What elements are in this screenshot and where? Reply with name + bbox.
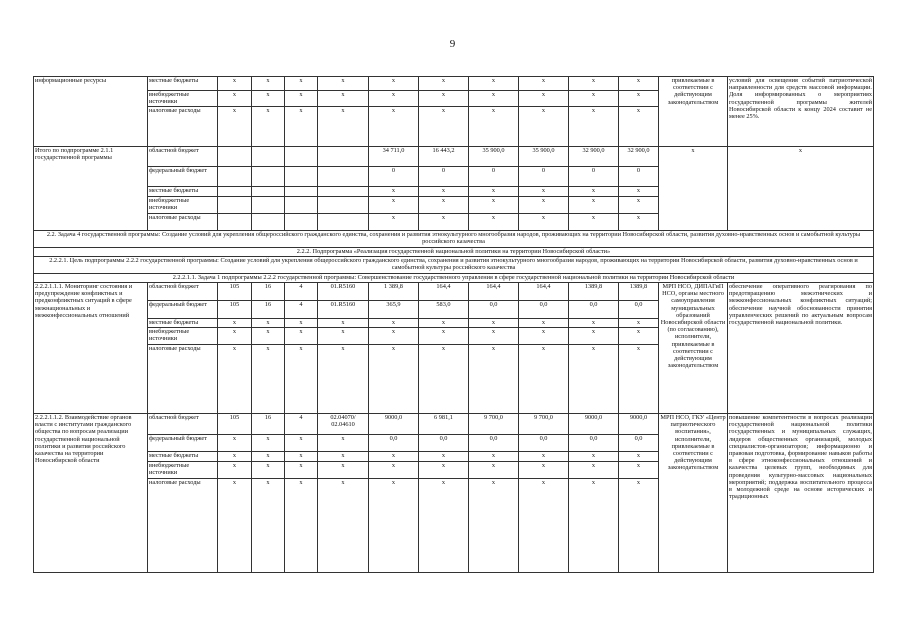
- value-cell: 0: [469, 167, 519, 187]
- value-cell: 4: [285, 283, 318, 301]
- value-cell: [218, 197, 252, 214]
- value-cell: 9 700,0: [469, 414, 519, 435]
- value-cell: 0,0: [569, 301, 619, 319]
- value-cell: x: [318, 345, 369, 414]
- value-cell: x: [519, 187, 569, 197]
- value-cell: [318, 214, 369, 231]
- value-cell: x: [252, 107, 285, 147]
- value-cell: x: [469, 91, 519, 107]
- funding-source: налоговые расходы: [148, 107, 218, 147]
- measure-name: 2.2.2.1.1.1. Мониторинг состояния и предупреждение конфликтных и предконфликтных ситуаций в сфере межнациональных и межконфессиональных отношений: [34, 283, 148, 414]
- value-cell: 4: [285, 414, 318, 435]
- value-cell: x: [369, 107, 419, 147]
- value-cell: x: [619, 328, 659, 345]
- value-cell: [318, 197, 369, 214]
- value-cell: 6 981,1: [419, 414, 469, 435]
- value-cell: x: [519, 91, 569, 107]
- value-cell: x: [369, 197, 419, 214]
- value-cell: [252, 167, 285, 187]
- funding-source: внебюджетные источники: [148, 328, 218, 345]
- value-cell: x: [619, 479, 659, 573]
- value-cell: x: [469, 214, 519, 231]
- value-cell: [252, 147, 285, 167]
- value-cell: [285, 187, 318, 197]
- value-cell: x: [218, 435, 252, 452]
- value-cell: x: [569, 479, 619, 573]
- value-cell: 0,0: [619, 301, 659, 319]
- value-cell: x: [519, 328, 569, 345]
- page-number: 9: [449, 38, 456, 50]
- value-cell: x: [285, 107, 318, 147]
- value-cell: x: [569, 462, 619, 479]
- value-cell: 365,9: [369, 301, 419, 319]
- value-cell: [318, 167, 369, 187]
- value-cell: 9000,0: [619, 414, 659, 435]
- value-cell: 0,0: [519, 301, 569, 319]
- measure-name: Итого по подпрограмме 2.1.1 государственной программы: [34, 147, 148, 231]
- section-header: 2.2.2.1. Цель подпрограммы 2.2.2 государственной программы: Создание условий для укрепления общероссийского гражданского единства, сохранения и развития этнокультурного многообразия народов, проживающих на территории Новосибирской области, развития духовно-нравственных основ и самобытной культуры российского казачества: [34, 257, 874, 274]
- value-cell: x: [519, 452, 569, 462]
- funding-source: областной бюджет: [148, 414, 218, 435]
- value-cell: x: [619, 345, 659, 414]
- value-cell: x: [619, 91, 659, 107]
- value-cell: 16: [252, 301, 285, 319]
- section-header: 2.2.2.1.1. Задача 1 подпрограммы 2.2.2 государственной программы: Совершенствование государственного управления в сфере государственной национальной политики на территории Новосибирской области: [34, 274, 874, 283]
- value-cell: [218, 187, 252, 197]
- value-cell: 35 900,0: [469, 147, 519, 167]
- value-cell: x: [218, 328, 252, 345]
- value-cell: x: [469, 479, 519, 573]
- table-row: [34, 77, 874, 91]
- measure-name: информационные ресурсы: [34, 77, 148, 147]
- value-cell: [218, 214, 252, 231]
- executor-cell: МРП НСО, ДИПАГиП НСО, органы местного самоуправления муниципальных образований Новосибирской области (по согласованию), исполнители, привлекаемые в соответствии с действующим законодательством: [659, 283, 728, 414]
- funding-source: налоговые расходы: [148, 479, 218, 573]
- value-cell: x: [285, 452, 318, 462]
- value-cell: x: [285, 77, 318, 91]
- value-cell: x: [469, 319, 519, 328]
- value-cell: x: [519, 214, 569, 231]
- value-cell: x: [419, 197, 469, 214]
- value-cell: x: [619, 214, 659, 231]
- value-cell: x: [369, 479, 419, 573]
- executor-cell: x: [659, 147, 728, 231]
- value-cell: x: [569, 77, 619, 91]
- value-cell: x: [419, 187, 469, 197]
- value-cell: 0,0: [469, 301, 519, 319]
- value-cell: x: [619, 452, 659, 462]
- value-cell: x: [369, 328, 419, 345]
- value-cell: x: [252, 77, 285, 91]
- value-cell: 35 900,0: [519, 147, 569, 167]
- value-cell: x: [252, 328, 285, 345]
- value-cell: 1389,8: [619, 283, 659, 301]
- value-cell: x: [519, 197, 569, 214]
- value-cell: x: [318, 435, 369, 452]
- value-cell: x: [419, 462, 469, 479]
- value-cell: 1389,8: [569, 283, 619, 301]
- value-cell: [318, 147, 369, 167]
- value-cell: 9000,0: [369, 414, 419, 435]
- executor-cell: МРП НСО, ГКУ «Центр патриотического воспитания», исполнители, привлекаемые в соответствии с действующим законодательством: [659, 414, 728, 573]
- value-cell: x: [519, 479, 569, 573]
- section-header: 2.2. Задача 4 государственной программы: Создание условий для укрепления общероссийского гражданского единства, сохранения и развития этнокультурного многообразия народов, проживающих на территории Новосибирской области, развития духовно-нравственных основ и самобытной культуры российского казачества: [34, 231, 874, 248]
- value-cell: x: [619, 107, 659, 147]
- funding-source: внебюджетные источники: [148, 462, 218, 479]
- value-cell: x: [619, 319, 659, 328]
- value-cell: 0,0: [369, 435, 419, 452]
- value-cell: x: [252, 91, 285, 107]
- value-cell: 0: [369, 167, 419, 187]
- value-cell: x: [419, 214, 469, 231]
- value-cell: x: [519, 462, 569, 479]
- value-cell: x: [419, 91, 469, 107]
- funding-source: областной бюджет: [148, 283, 218, 301]
- funding-source: местные бюджеты: [148, 452, 218, 462]
- value-cell: x: [369, 319, 419, 328]
- value-cell: 02.04070/ 02.04610: [318, 414, 369, 435]
- value-cell: x: [619, 77, 659, 91]
- value-cell: 164,4: [419, 283, 469, 301]
- value-cell: 105: [218, 283, 252, 301]
- value-cell: 164,4: [469, 283, 519, 301]
- value-cell: x: [519, 319, 569, 328]
- executor-cell: привлекаемые в соответствии с действующим законодательством: [659, 77, 728, 147]
- value-cell: x: [318, 462, 369, 479]
- value-cell: x: [285, 328, 318, 345]
- value-cell: x: [285, 435, 318, 452]
- funding-source: местные бюджеты: [148, 319, 218, 328]
- value-cell: x: [469, 197, 519, 214]
- value-cell: 9 700,0: [519, 414, 569, 435]
- funding-source: местные бюджеты: [148, 187, 218, 197]
- value-cell: x: [252, 479, 285, 573]
- value-cell: 4: [285, 301, 318, 319]
- value-cell: x: [569, 214, 619, 231]
- funding-source: внебюджетные источники: [148, 197, 218, 214]
- value-cell: 34 711,0: [369, 147, 419, 167]
- value-cell: x: [569, 91, 619, 107]
- value-cell: x: [569, 197, 619, 214]
- value-cell: x: [318, 479, 369, 573]
- value-cell: x: [285, 479, 318, 573]
- value-cell: [218, 167, 252, 187]
- funding-source: налоговые расходы: [148, 214, 218, 231]
- value-cell: x: [469, 77, 519, 91]
- value-cell: 9000,0: [569, 414, 619, 435]
- value-cell: x: [218, 91, 252, 107]
- value-cell: x: [569, 319, 619, 328]
- value-cell: x: [469, 345, 519, 414]
- value-cell: x: [419, 345, 469, 414]
- value-cell: x: [252, 319, 285, 328]
- funding-source: областной бюджет: [148, 147, 218, 167]
- value-cell: 32 900,0: [619, 147, 659, 167]
- value-cell: x: [619, 187, 659, 197]
- value-cell: x: [285, 462, 318, 479]
- value-cell: x: [569, 345, 619, 414]
- result-cell: условий для освещения событий патриотической направленности для средств массовой информации. Доля информированных о мероприятиях государственной программы жителей Новосибирской области к концу 2024 составит не менее 25%.: [728, 77, 874, 147]
- value-cell: x: [252, 345, 285, 414]
- value-cell: x: [218, 462, 252, 479]
- value-cell: 105: [218, 414, 252, 435]
- value-cell: 16: [252, 414, 285, 435]
- value-cell: x: [369, 214, 419, 231]
- value-cell: x: [469, 462, 519, 479]
- value-cell: x: [285, 319, 318, 328]
- value-cell: 0,0: [569, 435, 619, 452]
- value-cell: 0: [619, 167, 659, 187]
- value-cell: x: [218, 319, 252, 328]
- value-cell: [285, 147, 318, 167]
- value-cell: x: [318, 91, 369, 107]
- result-cell: повышение компетентности в вопросах реализации государственной национальной политики государственных и муниципальных служащих, лидеров общественных организаций, молодых специалистов-организаторов; информационно и правовая подготовка, формирование навыков работы в сфере этноконфессиональных отношений и казачества целевых групп, необходимых для проведения культурно-массовых национальных мероприятий; поддержка воспитательного процесса в молодежной среде на основе исторических и традиционных: [728, 414, 874, 573]
- section-header-row: [34, 274, 874, 283]
- value-cell: x: [252, 435, 285, 452]
- value-cell: x: [318, 77, 369, 91]
- value-cell: 0: [569, 167, 619, 187]
- value-cell: x: [419, 452, 469, 462]
- value-cell: 0,0: [469, 435, 519, 452]
- section-header-row: [34, 231, 874, 248]
- value-cell: x: [369, 91, 419, 107]
- value-cell: x: [318, 107, 369, 147]
- value-cell: 1 389,8: [369, 283, 419, 301]
- value-cell: x: [519, 107, 569, 147]
- value-cell: x: [469, 328, 519, 345]
- value-cell: x: [419, 319, 469, 328]
- value-cell: x: [218, 77, 252, 91]
- value-cell: x: [285, 345, 318, 414]
- value-cell: x: [419, 328, 469, 345]
- value-cell: x: [419, 107, 469, 147]
- section-header-row: [34, 248, 874, 257]
- section-header-row: [34, 257, 874, 274]
- value-cell: x: [619, 462, 659, 479]
- value-cell: [252, 197, 285, 214]
- funding-source: федеральный бюджет: [148, 301, 218, 319]
- value-cell: 0,0: [419, 435, 469, 452]
- table-row: [34, 283, 874, 301]
- value-cell: x: [569, 452, 619, 462]
- result-cell: обеспечение оперативного реагирования по предотвращению межэтнических и межконфессиональных конфликтных ситуаций; обеспечение научной обоснованности принятия управленческих решений по актуальным вопросам государственной национальной политики.: [728, 283, 874, 414]
- value-cell: x: [519, 77, 569, 91]
- value-cell: x: [218, 107, 252, 147]
- value-cell: x: [318, 319, 369, 328]
- value-cell: 32 900,0: [569, 147, 619, 167]
- value-cell: x: [619, 197, 659, 214]
- value-cell: x: [469, 187, 519, 197]
- funding-source: налоговые расходы: [148, 345, 218, 414]
- value-cell: x: [569, 187, 619, 197]
- value-cell: x: [419, 77, 469, 91]
- funding-source: федеральный бюджет: [148, 435, 218, 452]
- funding-source: федеральный бюджет: [148, 167, 218, 187]
- value-cell: [285, 167, 318, 187]
- value-cell: 583,0: [419, 301, 469, 319]
- value-cell: x: [469, 107, 519, 147]
- value-cell: [318, 187, 369, 197]
- value-cell: [285, 197, 318, 214]
- value-cell: x: [369, 187, 419, 197]
- value-cell: x: [419, 479, 469, 573]
- value-cell: 164,4: [519, 283, 569, 301]
- value-cell: 01.R5160: [318, 301, 369, 319]
- value-cell: x: [252, 452, 285, 462]
- value-cell: 01.R5160: [318, 283, 369, 301]
- value-cell: 0,0: [619, 435, 659, 452]
- value-cell: x: [285, 91, 318, 107]
- value-cell: 0: [419, 167, 469, 187]
- value-cell: x: [318, 328, 369, 345]
- value-cell: [252, 187, 285, 197]
- value-cell: x: [318, 452, 369, 462]
- value-cell: x: [519, 345, 569, 414]
- value-cell: [252, 214, 285, 231]
- result-cell: x: [728, 147, 874, 231]
- value-cell: [285, 214, 318, 231]
- funding-source: внебюджетные источники: [148, 91, 218, 107]
- value-cell: x: [369, 345, 419, 414]
- value-cell: x: [218, 345, 252, 414]
- table-body: [34, 77, 874, 573]
- value-cell: x: [218, 452, 252, 462]
- program-table: [33, 76, 874, 573]
- value-cell: 16: [252, 283, 285, 301]
- section-header: 2.2.2. Подпрограмма «Реализация государственной национальной политики на территории Новосибирской области»: [34, 248, 874, 257]
- value-cell: x: [252, 462, 285, 479]
- table-row: [34, 414, 874, 435]
- table-row: [34, 147, 874, 167]
- value-cell: 0: [519, 167, 569, 187]
- measure-name: 2.2.2.1.1.2. Взаимодействие органов власти с институтами гражданского общества по вопросам реализации государственной национальной политики и развития российского казачества на территории Новосибирской области: [34, 414, 148, 573]
- funding-source: местные бюджеты: [148, 77, 218, 91]
- value-cell: [218, 147, 252, 167]
- value-cell: 0,0: [519, 435, 569, 452]
- value-cell: x: [218, 479, 252, 573]
- value-cell: x: [369, 77, 419, 91]
- value-cell: x: [369, 452, 419, 462]
- value-cell: 16 443,2: [419, 147, 469, 167]
- value-cell: x: [369, 462, 419, 479]
- value-cell: x: [469, 452, 519, 462]
- value-cell: x: [569, 107, 619, 147]
- value-cell: x: [569, 328, 619, 345]
- value-cell: 105: [218, 301, 252, 319]
